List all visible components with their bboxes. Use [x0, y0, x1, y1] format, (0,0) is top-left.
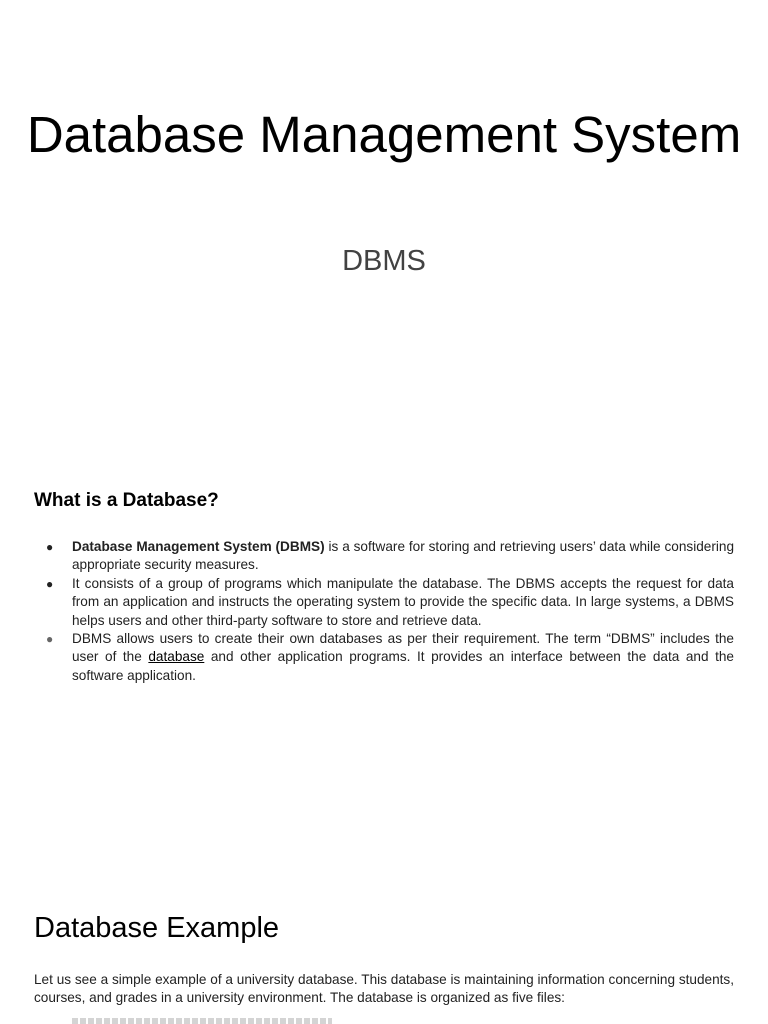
truncated-next-line — [72, 1016, 332, 1024]
bullet-icon: ● — [46, 540, 54, 554]
bullet-text: is a software for storing and retrieving users’ data while considering appropriate security measures. — [72, 539, 735, 573]
bullet-text-before: DBMS allows users to create their own databases as per their requirement. The term “DBMS” includes the user of the — [72, 631, 734, 665]
bullet-text: It consists of a group of programs which manipulate the database. The DBMS accepts the request for data from an application and instructs the operating system to provide the specific data. In large systems, a DBMS helps users and other third-party software to store and retrieve data. — [72, 575, 734, 628]
example-paragraph: Let us see a simple example of a university database. This database is maintaining information concerning students, courses, and grades in a university environment. The database is organized as five files: — [34, 972, 734, 1006]
section-heading-what-is-database: What is a Database? — [34, 490, 219, 511]
list-item — [34, 538, 734, 575]
document-subtitle: DBMS — [342, 245, 426, 277]
database-link[interactable]: database — [148, 649, 205, 665]
list-item — [34, 575, 734, 630]
bullet-list — [34, 538, 734, 685]
list-item — [34, 630, 734, 685]
bold-term: Database Management System (DBMS) — [72, 539, 325, 554]
document-title: Database Management System — [26, 106, 742, 163]
bullet-text-after: and other application programs. It provides an interface between the data and the software application. — [72, 649, 734, 683]
bullet-icon: ● — [46, 576, 54, 591]
section-heading-database-example: Database Example — [34, 912, 280, 944]
bullet-icon: ● — [46, 632, 54, 647]
